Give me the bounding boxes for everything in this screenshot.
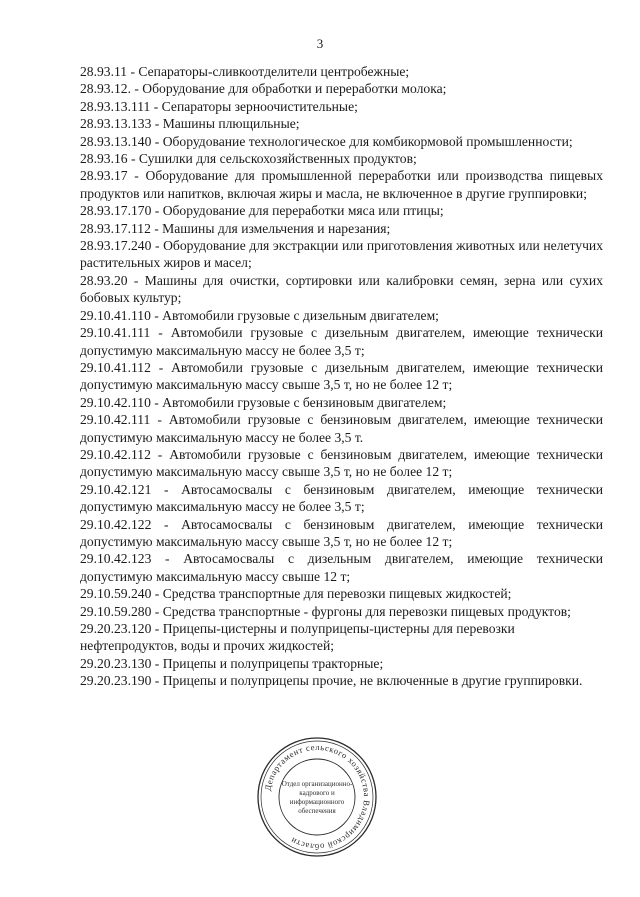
official-seal <box>255 735 379 859</box>
classification-entry: 28.93.16 - Сушилки для сельскохозяйственных продуктов; <box>80 151 417 167</box>
classification-entry: 28.93.13.111 - Сепараторы зерноочистительные; <box>80 98 358 114</box>
classification-entry: 29.10.42.110 - Автомобили грузовые с бензиновым двигателем; <box>80 394 447 410</box>
classification-entry: 29.10.42.112 - Автомобили грузовые с бензиновым двигателем, имеющие технически допустимую максимальную массу свыше 3,5 т, но не более 12 т; <box>80 446 603 480</box>
classification-entry: 28.93.17.240 - Оборудование для экстракции или приготовления животных или нелетучих растительных жиров и масел; <box>80 238 603 271</box>
classification-entry: 28.93.17.112 - Машины для измельчения и нарезания; <box>80 220 391 236</box>
classification-entry: 29.10.42.121 - Автосамосвалы с бензиновым двигателем, имеющие технически допустимую максимальную массу не более 3,5 т; <box>80 481 603 515</box>
seal-center-line: кадрового и <box>299 789 335 797</box>
seal-outer-text: Департамент сельского хозяйства Владимирской области <box>262 741 373 853</box>
seal-center-line: обеспечения <box>298 807 336 815</box>
classification-entry: 28.93.17 - Оборудование для промышленной переработки или производства пищевых продуктов или напитков, включая жиры и масла, не включенное в другие группировки; <box>80 168 603 201</box>
classification-entry: 29.10.59.280 - Средства транспортные - фургоны для перевозки пищевых продуктов; <box>80 603 571 619</box>
classification-entry: 28.93.20 - Машины для очистки, сортировки или калибровки семян, зерна или сухих бобовых культур; <box>80 272 603 306</box>
classification-entry: 29.10.59.240 - Средства транспортные для перевозки пищевых жидкостей; <box>80 586 512 602</box>
classification-list <box>80 63 603 690</box>
classification-entry: 29.20.23.190 - Прицепы и полуприцепы прочие, не включенные в другие группировки. <box>80 673 583 689</box>
classification-entry: 29.10.41.110 - Автомобили грузовые с дизельным двигателем; <box>80 307 439 323</box>
classification-entry: 28.93.13.140 - Оборудование технологическое для комбикормовой промышленности; <box>80 133 573 149</box>
classification-entry: 28.93.11 - Сепараторы-сливкоотделители центробежные; <box>80 64 410 79</box>
seal-center-line: Отдел организационно- <box>281 780 353 788</box>
classification-entry: 28.93.12. - Оборудование для обработки и переработки молока; <box>80 81 447 97</box>
classification-entry: 29.20.23.130 - Прицепы и полуприцепы тракторные; <box>80 655 384 671</box>
classification-entry: 28.93.13.133 - Машины плющильные; <box>80 116 300 132</box>
classification-entry: 29.10.42.111 - Автомобили грузовые с бензиновым двигателем, имеющие технически допустимую максимальную массу не более 3,5 т. <box>80 412 603 445</box>
seal-center-line: информационного <box>289 798 345 806</box>
page-number: 3 <box>316 36 324 51</box>
classification-entry: 28.93.17.170 - Оборудование для переработки мяса или птицы; <box>80 203 444 219</box>
classification-entry: 29.10.41.111 - Автомобили грузовые с дизельным двигателем, имеющие технически допустимую максимальную массу не более 3,5 т; <box>80 325 603 358</box>
classification-entry: 29.10.42.122 - Автосамосвалы с бензиновым двигателем, имеющие технически допустимую максимальную массу свыше 3,5 т, но не более 12 т; <box>80 516 603 549</box>
classification-entry: 29.10.42.123 - Автосамосвалы с дизельным двигателем, имеющие технически допустимую максимальную массу свыше 12 т; <box>80 551 603 584</box>
classification-entry: 29.20.23.120 - Прицепы-цистерны и полуприцепы-цистерны для перевозки нефтепродуктов, воды и прочих жидкостей; <box>80 621 515 654</box>
classification-entry: 29.10.41.112 - Автомобили грузовые с дизельным двигателем, имеющие технически допустимую максимальную массу свыше 3,5 т, но не более 12 т; <box>80 359 603 393</box>
